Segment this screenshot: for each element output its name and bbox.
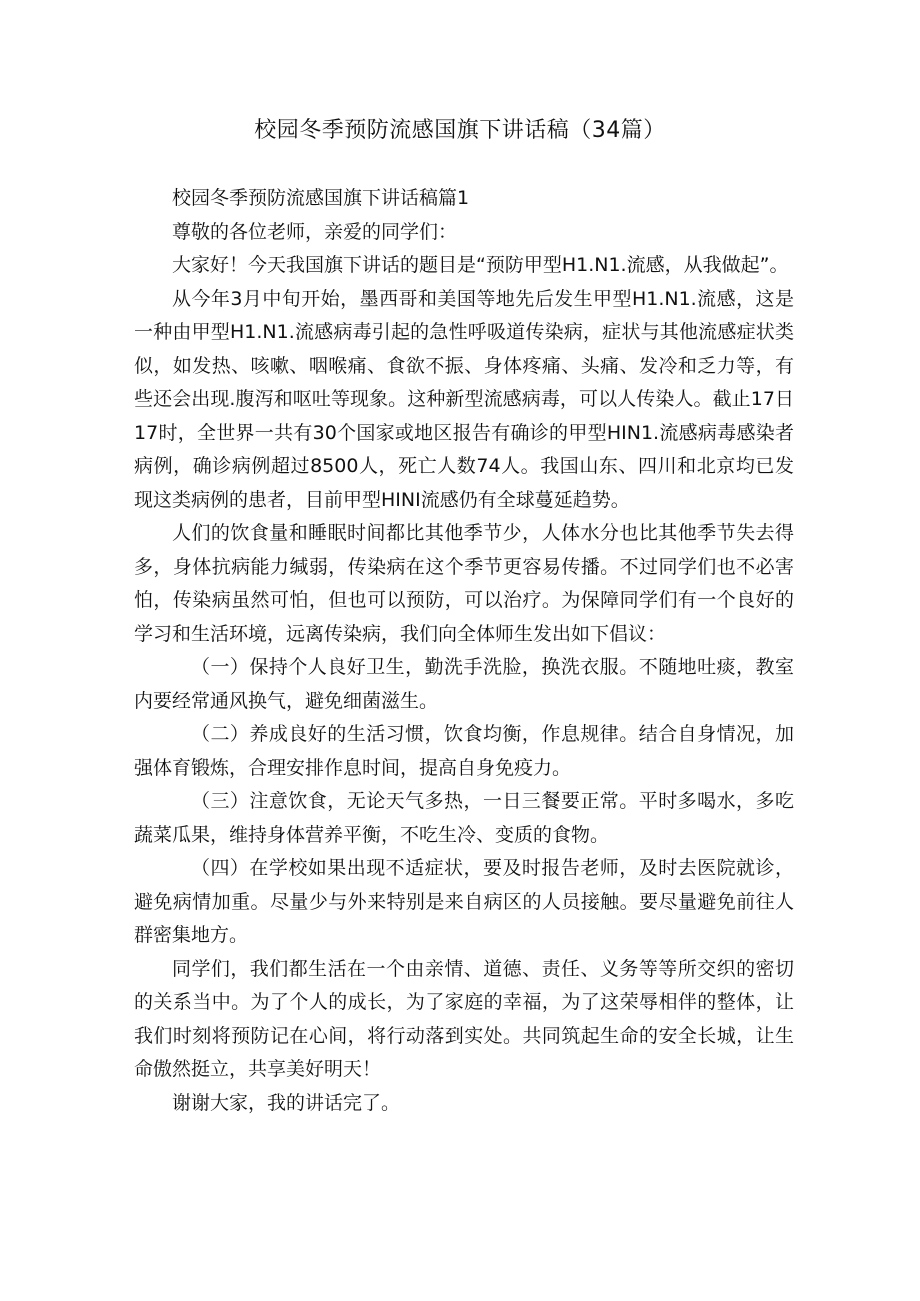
proposal-item-1: （一）保持个人良好卫生，勤洗手洗脸，换洗衣服。不随地吐痰，教室内要经常通风换气，避免细菌滋生。 [134, 656, 794, 712]
section-heading: 校园冬季预防流感国旗下讲话稿篇1 [172, 187, 470, 209]
document-body [134, 182, 794, 1120]
document-title: 校园冬季预防流感国旗下讲话稿（34篇） [254, 118, 666, 143]
paragraph-background: 从今年3月中旬开始，墨西哥和美国等地先后发生甲型H1.N1.流感，这是一种由甲型H1.N1.流感病毒引起的急性呼吸道传染病，症状与其他流感症状类似，如发热、咳嗽、咽喉痛、食欲不振、身体疼痛、头痛、发冷和乏力等，有些还会出现.腹泻和呕吐等现象。这种新型流感病毒，可以人传染人。截止17日17时，全世界一共有30个国家或地区报告有确诊的甲型HIN1.流感病毒感染者病例，确诊病例超过8500人，死亡人数74人。我国山东、四川和北京均已发现这类病例的患者，目前甲型HINI流感仍有全球蔓延趋势。 [134, 287, 794, 511]
proposal-item-3: （三）注意饮食，无论天气多热，一日三餐要正常。平时多喝水，多吃蔬菜瓜果，维持身体营养平衡，不吃生冷、变质的食物。 [134, 790, 794, 846]
paragraph-closing: 同学们，我们都生活在一个由亲情、道德、责任、义务等等所交织的密切的关系当中。为了个人的成长，为了家庭的幸福，为了这荣辱相伴的整体，让我们时刻将预防记在心间，将行动落到实处。共同筑起生命的安全长城，让生命傲然挺立，共享美好明天！ [134, 957, 794, 1080]
proposal-item-2: （二）养成良好的生活习惯，饮食均衡，作息规律。结合自身情况，加强体育锻炼，合理安排作息时间，提高自身免疫力。 [134, 723, 794, 779]
closing-line: 谢谢大家，我的讲话完了。 [172, 1091, 401, 1114]
proposal-item-4: （四）在学校如果出现不适症状，要及时报告老师，及时去医院就诊，避免病情加重。尽量少与外来特别是来自病区的人员接触。要尽量避免前往人群密集地方。 [134, 857, 794, 946]
paragraph-intro: 大家好！今天我国旗下讲话的题目是“预防甲型H1.N1.流感，从我做起”。 [172, 254, 789, 276]
paragraph-proposal: 人们的饮食量和睡眠时间都比其他季节少，人体水分也比其他季节失去得多，身体抗病能力缄弱，传染病在这个季节更容易传播。不过同学们也不必害怕，传染病虽然可怕，但也可以预防，可以治疗。为保障同学们有一个良好的学习和生活环境，远离传染病，我们向全体师生发出如下倡议： [134, 522, 794, 645]
salutation: 尊敬的各位老师，亲爱的同学们： [172, 220, 458, 243]
